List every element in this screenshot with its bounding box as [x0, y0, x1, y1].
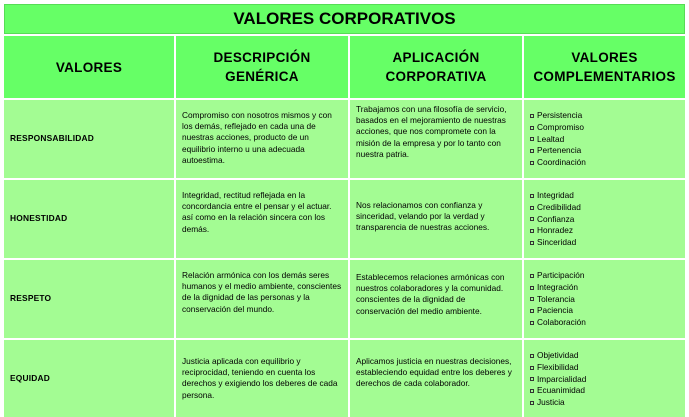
complementary-item — [530, 190, 681, 202]
complementary-list — [530, 190, 681, 248]
corporate-values-table — [3, 3, 686, 406]
header-descripcion: DESCRIPCIÓN GENÉRICA — [176, 36, 348, 98]
checkbox-bullet-icon — [530, 161, 534, 165]
checkbox-bullet-icon — [530, 241, 534, 245]
complementary-label: Imparcialidad — [537, 373, 587, 384]
checkbox-bullet-icon — [530, 309, 534, 313]
checkbox-bullet-icon — [530, 366, 534, 370]
complementary-label: Confianza — [537, 213, 575, 224]
complementary-label: Compromiso — [537, 121, 585, 132]
complementary-item — [530, 157, 681, 169]
checkbox-bullet-icon — [530, 274, 534, 278]
complementary-label: Pertenencia — [537, 145, 582, 156]
complementary-label: Credibilidad — [537, 201, 581, 212]
application-cell: Establecemos relaciones armónicas con nuestros colaboradores y la comunidad. conscientes de la dignidad de conservación del medio ambiente. — [350, 260, 522, 338]
complementary-cell — [524, 260, 685, 338]
value-name-cell: EQUIDAD — [4, 340, 174, 417]
complementary-label: Objetividad — [537, 350, 579, 361]
complementary-item — [530, 350, 681, 362]
complementary-item — [530, 293, 681, 305]
complementary-item — [530, 225, 681, 237]
checkbox-bullet-icon — [530, 401, 534, 405]
header-valores: VALORES — [4, 36, 174, 98]
complementary-item — [530, 145, 681, 157]
complementary-item — [530, 373, 681, 385]
complementary-label: Paciencia — [537, 305, 573, 316]
description-cell: Relación armónica con los demás seres humanos y el medio ambiente, conscientes de la dignidad de las personas y la conservación del mundo. — [176, 260, 348, 338]
complementary-label: Flexibilidad — [537, 361, 579, 372]
complementary-item — [530, 133, 681, 145]
application-cell: Aplicamos justicia en nuestras decisiones, estableciendo equidad entre los deberes y derechos de cada colaborador. — [350, 340, 522, 417]
complementary-label: Sinceridad — [537, 236, 577, 247]
complementary-item — [530, 362, 681, 374]
checkbox-bullet-icon — [530, 389, 534, 393]
checkbox-bullet-icon — [530, 321, 534, 325]
checkbox-bullet-icon — [530, 297, 534, 301]
complementary-label: Integración — [537, 281, 579, 292]
description-cell: Justicia aplicada con equilibrio y reciprocidad, teniendo en cuenta los derechos y exigiendo los deberes de cada persona. — [176, 340, 348, 417]
complementary-label: Ecuanimidad — [537, 385, 585, 396]
complementary-label: Participación — [537, 270, 585, 281]
complementary-list — [530, 270, 681, 328]
complementary-label: Honradez — [537, 225, 573, 236]
complementary-item — [530, 385, 681, 397]
complementary-item — [530, 202, 681, 214]
checkbox-bullet-icon — [530, 126, 534, 130]
complementary-label: Coordinación — [537, 156, 586, 167]
checkbox-bullet-icon — [530, 354, 534, 358]
complementary-item — [530, 270, 681, 282]
checkbox-bullet-icon — [530, 229, 534, 233]
complementary-cell — [524, 340, 685, 417]
complementary-label: Lealtad — [537, 133, 565, 144]
complementary-cell — [524, 100, 685, 178]
complementary-label: Justicia — [537, 396, 565, 407]
checkbox-bullet-icon — [530, 114, 534, 118]
complementary-list — [530, 110, 681, 168]
checkbox-bullet-icon — [530, 149, 534, 153]
complementary-label: Tolerancia — [537, 293, 575, 304]
header-aplicacion: APLICACIÓN CORPORATIVA — [350, 36, 522, 98]
checkbox-bullet-icon — [530, 286, 534, 290]
complementary-item — [530, 237, 681, 249]
checkbox-bullet-icon — [530, 206, 534, 210]
header-complementarios: VALORES COMPLEMENTARIOS — [524, 36, 685, 98]
description-cell: Compromiso con nosotros mismos y con los demás, reflejado en cada una de nuestras acciones, producto de un equilibrio interno u una adecuada autoestima. — [176, 100, 348, 178]
complementary-item — [530, 213, 681, 225]
checkbox-bullet-icon — [530, 217, 534, 221]
complementary-list — [530, 350, 681, 408]
value-name-cell: RESPETO — [4, 260, 174, 338]
description-cell: Integridad, rectitud reflejada en la concordancia entre el pensar y el actuar. así como en la relación sincera con los demás. — [176, 180, 348, 258]
checkbox-bullet-icon — [530, 194, 534, 198]
complementary-label: Colaboración — [537, 316, 586, 327]
table-title: VALORES CORPORATIVOS — [4, 4, 685, 34]
complementary-label: Integridad — [537, 190, 574, 201]
complementary-item — [530, 122, 681, 134]
application-cell: Trabajamos con una filosofía de servicio, basados en el mejoramiento de nuestras acciones, que nos compromete con la misión de la empresa y por lo tanto con nuestra patria. — [350, 100, 522, 178]
complementary-label: Persistencia — [537, 110, 583, 121]
complementary-item — [530, 282, 681, 294]
value-name-cell: RESPONSABILIDAD — [4, 100, 174, 178]
complementary-item — [530, 317, 681, 329]
complementary-item — [530, 305, 681, 317]
complementary-cell — [524, 180, 685, 258]
complementary-item — [530, 110, 681, 122]
value-name-cell: HONESTIDAD — [4, 180, 174, 258]
application-cell: Nos relacionamos con confianza y sinceridad, velando por la verdad y transparencia de nuestras acciones. — [350, 180, 522, 258]
complementary-item — [530, 397, 681, 409]
checkbox-bullet-icon — [530, 137, 534, 141]
checkbox-bullet-icon — [530, 377, 534, 381]
